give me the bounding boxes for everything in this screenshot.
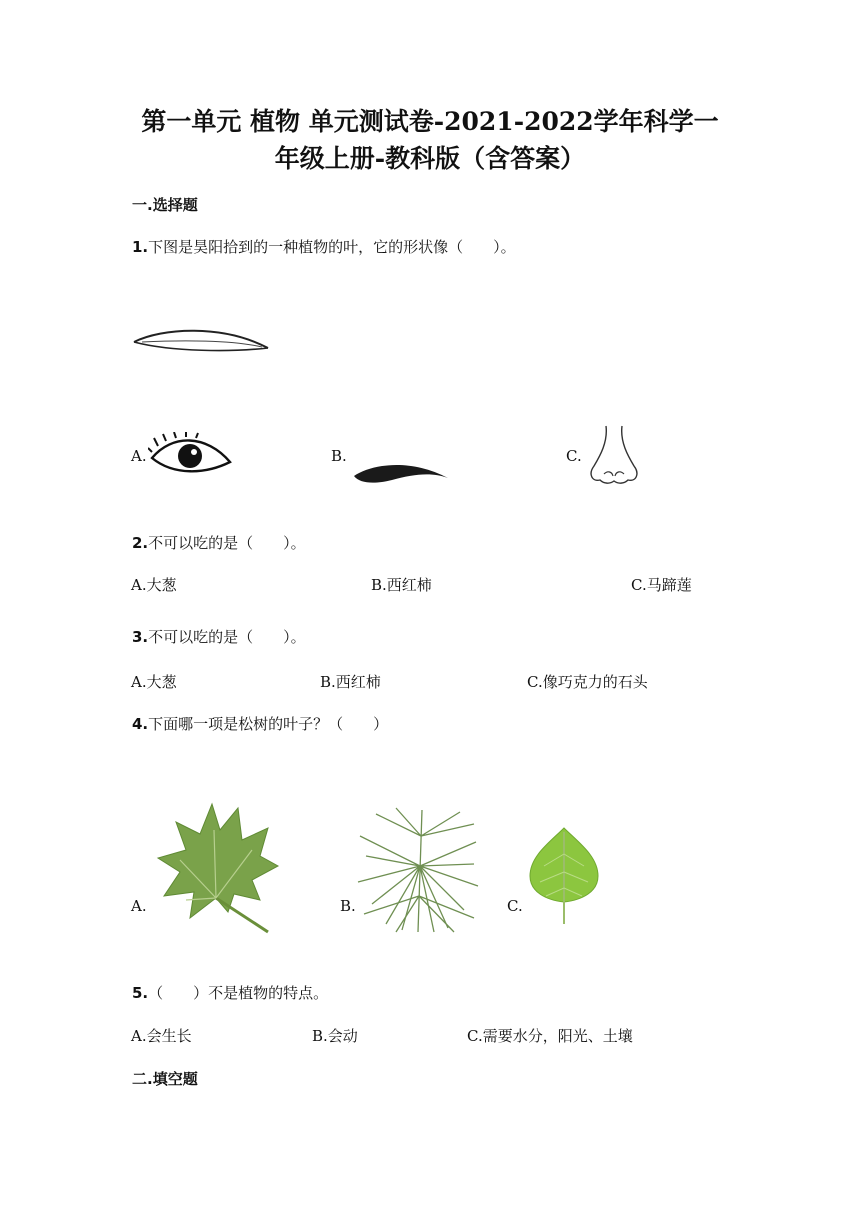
pine-needles-icon — [356, 806, 480, 934]
question-3 — [132, 626, 306, 647]
section-heading-choice: 一.选择题 — [132, 196, 198, 214]
q5-option-c: C.需要水分，阳光、土壤 — [467, 1027, 633, 1045]
nose-icon — [586, 424, 642, 486]
question-4 — [132, 713, 388, 734]
maple-leaf-icon — [156, 800, 280, 936]
question-1 — [132, 236, 516, 257]
question-text: （ ）不是植物的特点。 — [148, 984, 329, 1002]
question-text: 不可以吃的是（ ）。 — [148, 534, 306, 552]
question-2 — [132, 532, 306, 553]
q5-option-b: B.会动 — [312, 1027, 358, 1045]
q4-option-c: C. — [507, 897, 523, 915]
q2-option-c: C.马蹄莲 — [631, 576, 692, 594]
page-title — [60, 103, 800, 177]
q1-option-b: B. — [331, 447, 347, 465]
q1-option-c: C. — [566, 447, 582, 465]
leaf-outline-image — [132, 322, 272, 354]
eye-icon — [148, 432, 232, 478]
q4-option-b: B. — [340, 897, 356, 915]
q4-option-a: A. — [131, 897, 147, 915]
question-number: 5. — [132, 984, 149, 1002]
q5-option-a: A.会生长 — [131, 1027, 192, 1045]
question-number: 4. — [132, 715, 149, 733]
q3-option-b: B.西红柿 — [320, 673, 381, 691]
question-number: 2. — [132, 534, 149, 552]
birch-leaf-icon — [526, 824, 602, 926]
eyebrow-icon — [352, 456, 450, 486]
question-number: 1. — [132, 238, 149, 256]
q3-option-a: A.大葱 — [131, 673, 177, 691]
q1-option-a: A. — [131, 447, 147, 465]
question-text: 下图是昊阳拾到的一种植物的叶，它的形状像（ ）。 — [148, 238, 516, 256]
q2-option-a: A.大葱 — [131, 576, 177, 594]
section-heading-fill: 二.填空题 — [132, 1070, 198, 1088]
question-5 — [132, 982, 328, 1003]
title-line-2: 年级上册-教科版（含答案） — [274, 144, 586, 173]
question-text: 不可以吃的是（ ）。 — [148, 628, 306, 646]
q3-option-c: C.像巧克力的石头 — [527, 673, 648, 691]
title-line-1: 第一单元 植物 单元测试卷-2021-2022学年科学一 — [141, 107, 719, 136]
q2-option-b: B.西红柿 — [371, 576, 432, 594]
question-text: 下面哪一项是松树的叶子？（ ） — [148, 715, 389, 733]
question-number: 3. — [132, 628, 149, 646]
